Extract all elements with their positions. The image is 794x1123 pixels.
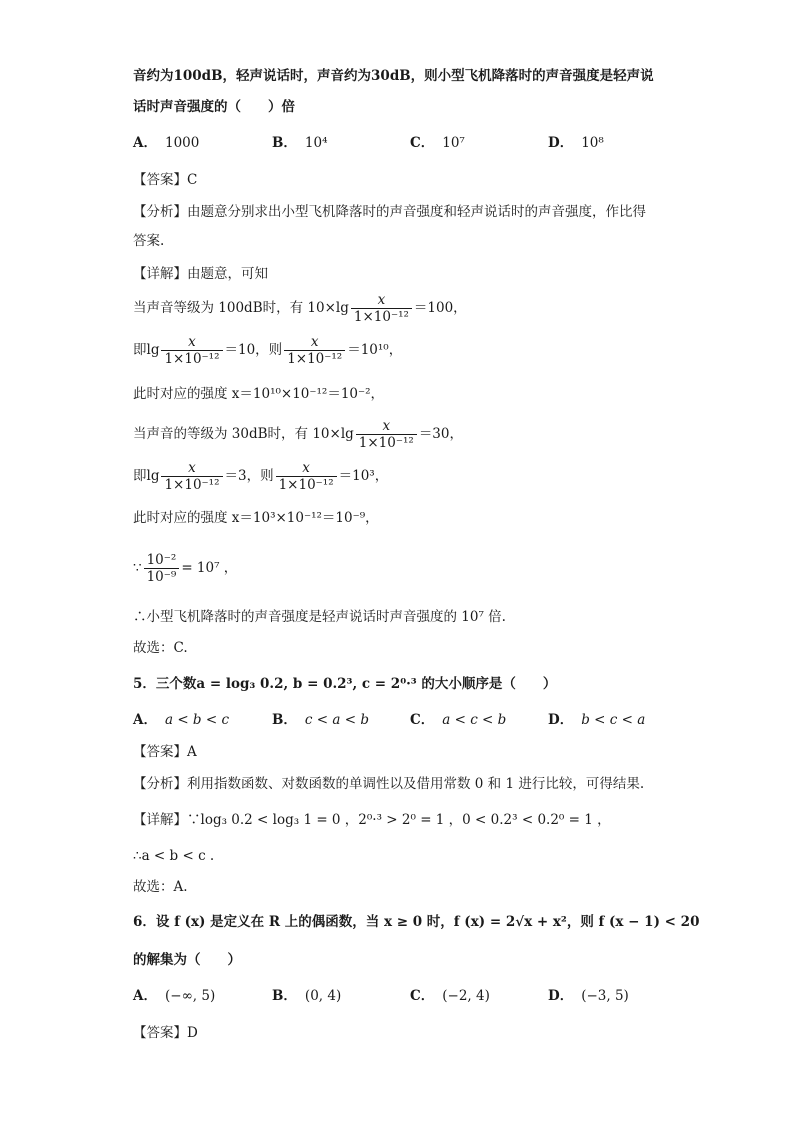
q4-stem-line2: 话时声音强度的（ ）倍: [133, 99, 295, 115]
fraction: [276, 460, 337, 493]
detail-tag: 【详解】: [133, 266, 187, 282]
q4-detail: [133, 264, 268, 284]
q4-option-a: [133, 133, 199, 153]
q4-choose: 故选：C.: [133, 640, 188, 656]
step1-pre: 当声音等级为 100dB时，有 10×lg: [133, 300, 349, 316]
detail-intro: 由题意，可知: [187, 266, 268, 282]
q6-option-d: [548, 986, 629, 1006]
option-letter: D．: [548, 712, 574, 728]
fraction-numerator: x: [356, 418, 417, 435]
option-text: c < a < b: [304, 712, 369, 728]
option-text: (0, 4): [304, 988, 342, 1004]
fraction-denominator: 1×10⁻¹²: [353, 309, 409, 325]
option-letter: D．: [548, 988, 574, 1004]
fraction: [351, 292, 412, 325]
q5-option-a: [133, 710, 229, 730]
q4-step4: [133, 418, 463, 451]
option-letter: C．: [410, 712, 435, 728]
q4-step1: [133, 292, 467, 325]
answer-value: C: [187, 172, 198, 188]
fraction: [284, 334, 345, 367]
answer-tag: 【答案】: [133, 172, 187, 188]
q5-option-d: [548, 710, 645, 730]
q4-option-c: [410, 133, 465, 153]
answer-value: A: [187, 744, 197, 760]
q4-option-b: [272, 133, 328, 153]
q5-analysis: [133, 774, 644, 794]
ratio-numerator: 10⁻²: [144, 552, 180, 569]
option-letter: D．: [548, 135, 574, 151]
option-text: (−2, 4): [442, 988, 490, 1004]
fraction-numerator: x: [284, 334, 345, 351]
analysis-tag: 【分析】: [133, 776, 187, 792]
q4-step3: 此时对应的强度 x＝10¹⁰×10⁻¹²＝10⁻²，: [133, 386, 385, 402]
option-text: 1000: [164, 135, 200, 151]
q4-step6: 此时对应的强度 x＝10³×10⁻¹²＝10⁻⁹，: [133, 510, 379, 526]
step2-mid: ＝10，则: [224, 342, 283, 358]
option-text: a < c < b: [442, 712, 507, 728]
fraction-denominator: 1×10⁻¹²: [358, 435, 414, 451]
q6-option-c: [410, 986, 490, 1006]
detail-tag: 【详解】: [133, 812, 187, 828]
step1-post: ＝100，: [413, 300, 467, 316]
step5-post: ＝10³，: [338, 468, 389, 484]
analysis-tag: 【分析】: [133, 204, 187, 220]
option-letter: B．: [272, 712, 297, 728]
ratio-result: = 10⁷ ，: [181, 560, 238, 576]
option-letter: C．: [410, 135, 435, 151]
fraction: [161, 334, 222, 367]
fraction-numerator: x: [351, 292, 412, 309]
q5-detail: [133, 810, 611, 830]
step2-post: ＝10¹⁰，: [347, 342, 403, 358]
q5-option-b: [272, 710, 369, 730]
q4-stem-line1: 音约为100dB，轻声说话时，声音约为30dB，则小型飞机降落时的声音强度是轻声说: [133, 68, 654, 84]
detail-text: ∵log₃ 0.2 < log₃ 1 = 0 ，2⁰·³ > 2⁰ = 1 ，0 < 0.2³ < 0.2⁰ = 1 ，: [187, 812, 611, 828]
option-text: b < c < a: [581, 712, 646, 728]
q5-therefore: ∴a < b < c .: [133, 848, 215, 864]
analysis-text: 利用指数函数、对数函数的单调性以及借用常数 0 和 1 进行比较，可得结果.: [187, 776, 645, 792]
fraction-numerator: x: [276, 460, 337, 477]
q4-ratio: [133, 552, 237, 585]
q4-answer: [133, 170, 197, 190]
step5-pre: 即lg: [133, 468, 160, 484]
q6-stem-line2: 的解集为（ ）: [133, 952, 241, 968]
option-text: 10⁷: [442, 135, 465, 151]
step2-pre: 即lg: [133, 342, 160, 358]
fraction-denominator: 1×10⁻¹²: [164, 351, 220, 367]
fraction-denominator: 1×10⁻¹²: [287, 351, 343, 367]
fraction: [356, 418, 417, 451]
step4-pre: 当声音的等级为 30dB时，有 10×lg: [133, 426, 354, 442]
fraction-denominator: 1×10⁻¹²: [164, 477, 220, 493]
q6-option-a: [133, 986, 215, 1006]
option-letter: B．: [272, 988, 297, 1004]
option-text: 10⁴: [304, 135, 328, 151]
step4-post: ＝30，: [418, 426, 463, 442]
q6-option-b: [272, 986, 341, 1006]
q6-answer: [133, 1023, 198, 1043]
option-text: 10⁸: [581, 135, 604, 151]
q4-analysis-line1: [133, 202, 646, 222]
analysis-text: 由题意分别求出小型飞机降落时的声音强度和轻声说话时的声音强度，作比得: [187, 204, 646, 220]
because-symbol: ∵: [133, 560, 142, 576]
option-letter: A．: [133, 988, 157, 1004]
option-text: (−3, 5): [581, 988, 629, 1004]
option-letter: B．: [272, 135, 297, 151]
option-letter: A．: [133, 135, 157, 151]
answer-tag: 【答案】: [133, 744, 187, 760]
q4-analysis-line2: 答案.: [133, 233, 165, 249]
fraction-numerator: x: [161, 460, 222, 477]
q4-step2: [133, 334, 402, 367]
option-letter: A．: [133, 712, 157, 728]
q4-option-d: [548, 133, 604, 153]
option-letter: C．: [410, 988, 435, 1004]
q5-option-c: [410, 710, 506, 730]
fraction: [161, 460, 222, 493]
q4-step5: [133, 460, 388, 493]
q6-stem-line1: 6．设 f (x) 是定义在 R 上的偶函数，当 x ≥ 0 时，f (x) = 2√x + x²，则 f (x − 1) < 20: [133, 914, 700, 930]
fraction-denominator: 1×10⁻¹²: [278, 477, 334, 493]
fraction-numerator: x: [161, 334, 222, 351]
answer-value: D: [187, 1025, 198, 1041]
option-text: a < b < c: [164, 712, 230, 728]
q4-conclusion: ∴小型飞机降落时的声音强度是轻声说话时声音强度的 10⁷ 倍.: [133, 609, 506, 625]
ratio-denominator: 10⁻⁹: [146, 569, 177, 585]
q5-choose: 故选：A.: [133, 879, 188, 895]
answer-tag: 【答案】: [133, 1025, 187, 1041]
q5-answer: [133, 742, 197, 762]
q5-stem: 5．三个数a = log₃ 0.2, b = 0.2³, c = 2⁰·³ 的大小顺序是（ ）: [133, 676, 557, 692]
ratio-fraction: [144, 552, 180, 585]
option-text: (−∞, 5): [164, 988, 216, 1004]
step5-mid: ＝3，则: [224, 468, 274, 484]
